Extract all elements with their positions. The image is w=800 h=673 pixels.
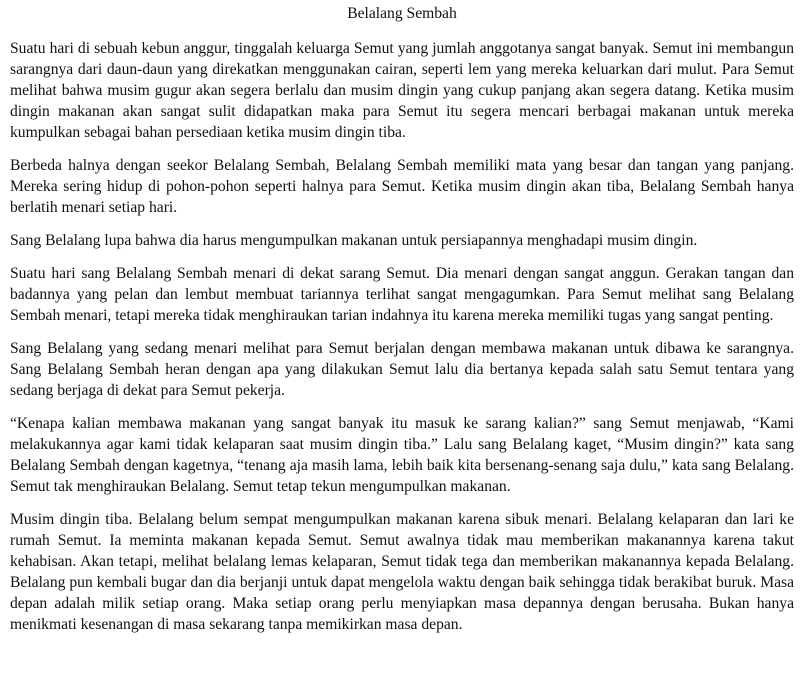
paragraph-2: Berbeda halnya dengan seekor Belalang Sembah, Belalang Sembah memiliki mata yang besar dan tangan yang panjang. Mereka sering hidup di pohon-pohon seperti halnya para Semut. Ketika musim dingin akan tiba, Belalang Sembah hanya berlatih menari setiap hari. (10, 157, 794, 216)
paragraph-7: Musim dingin tiba. Belalang belum sempat mengumpulkan makanan karena sibuk menari. Belalang kelaparan dan lari ke rumah Semut. Ia meminta makanan kepada Semut. Semut awalnya tidak mau memberikan makanannya karena takut kehabisan. Akan tetapi, melihat belalang lemas kelaparan, Semut tidak tega dan memberikan makanannya kepada Belalang. Belalang pun kembali bugar dan dia berjanji untuk dapat mengelola waktu dengan baik sehingga tidak berakibat buruk. Masa depan adalah milik setiap orang. Maka setiap orang perlu menyiapkan masa depannya dengan berusaha. Bukan hanya menikmati kesenangan di masa sekarang tanpa memikirkan masa depan. (10, 511, 794, 633)
document-title: Belalang Sembah (347, 5, 457, 22)
paragraph-4: Suatu hari sang Belalang Sembah menari di dekat sarang Semut. Dia menari dengan sangat anggun. Gerakan tangan dan badannya yang pelan dan lembut membuat tariannya terlihat sangat mengagumkan. Para Semut melihat sang Belalang Sembah menari, tetapi mereka tidak menghiraukan tarian indahnya itu karena mereka memiliki tugas yang sangat penting. (10, 265, 794, 324)
paragraph-3: Sang Belalang lupa bahwa dia harus mengumpulkan makanan untuk persiapannya menghadapi musim dingin. (10, 232, 698, 249)
paragraph-5: Sang Belalang yang sedang menari melihat para Semut berjalan dengan membawa makanan untuk dibawa ke sarangnya. Sang Belalang Sembah heran dengan apa yang dilakukan Semut lalu dia bertanya kepada salah satu Semut tentara yang sedang berjaga di dekat para Semut pekerja. (10, 340, 794, 399)
paragraph-6: “Kenapa kalian membawa makanan yang sangat banyak itu masuk ke sarang kalian?” sang Semut menjawab, “Kami melakukannya agar kami tidak kelaparan saat musim dingin tiba.” Lalu sang Belalang kaget, “Musim dingin?” kata sang Belalang Sembah dengan kagetnya, “tenang aja masih lama, lebih baik kita bersenang-senang saja dulu,” kata sang Belalang. Semut tak menghiraukan Belalang. Semut tetap tekun mengumpulkan makanan. (10, 415, 794, 495)
document-page (10, 0, 794, 647)
paragraph-1: Suatu hari di sebuah kebun anggur, tinggalah keluarga Semut yang jumlah anggotanya sangat banyak. Semut ini membangun sarangnya dari daun-daun yang direkatkan menggunakan cairan, seperti lem yang mereka keluarkan dari mulut. Para Semut melihat bahwa musim gugur akan segera berlalu dan musim dingin yang cukup panjang akan segera datang. Ketika musim dingin makanan akan sangat sulit didapatkan maka para Semut itu segera mencari berbagai makanan untuk mereka kumpulkan sebagai bahan persediaan ketika musim dingin tiba. (10, 40, 794, 141)
